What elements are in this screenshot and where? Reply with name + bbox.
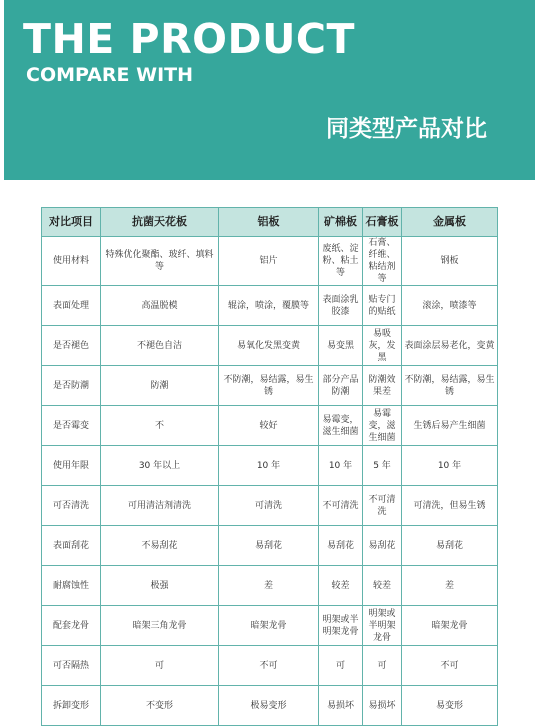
table-cell: 铝片	[219, 237, 319, 286]
table-cell: 表面涂层易老化，变黄	[402, 326, 498, 366]
table-row	[42, 366, 498, 406]
table-cell: 可用清洁剂清洗	[101, 486, 219, 526]
table-cell: 废纸、淀粉、粘土等	[319, 237, 363, 286]
column-header: 铝板	[219, 208, 319, 237]
table-cell: 较差	[319, 566, 363, 606]
column-header: 金属板	[402, 208, 498, 237]
table-cell: 不可	[219, 646, 319, 686]
table-cell: 贴专门的贴纸	[363, 286, 402, 326]
table-cell: 易刮花	[363, 526, 402, 566]
table-cell: 滚涂，喷漆等	[402, 286, 498, 326]
table-cell: 差	[402, 566, 498, 606]
table-row	[42, 446, 498, 486]
table-cell: 10 年	[319, 446, 363, 486]
table-cell: 易变黑	[319, 326, 363, 366]
table-cell: 易损坏	[363, 686, 402, 726]
table-cell: 防潮效果差	[363, 366, 402, 406]
row-label: 可否隔热	[42, 646, 101, 686]
table-row	[42, 606, 498, 646]
table-cell: 暗架龙骨	[219, 606, 319, 646]
header-banner	[4, 0, 535, 180]
table-cell: 不可清洗	[363, 486, 402, 526]
table-row	[42, 486, 498, 526]
table-cell: 易霉变，滋生细菌	[319, 406, 363, 446]
table-row	[42, 526, 498, 566]
table-cell: 生锈后易产生细菌	[402, 406, 498, 446]
row-label: 拆卸变形	[42, 686, 101, 726]
table-cell: 表面涂乳胶漆	[319, 286, 363, 326]
table-cell: 可清洗	[219, 486, 319, 526]
comparison-table	[41, 207, 498, 726]
table-cell: 不防潮，易结露，易生锈	[402, 366, 498, 406]
table-row	[42, 646, 498, 686]
row-label: 可否清洗	[42, 486, 101, 526]
table-row	[42, 686, 498, 726]
row-label: 表面刮花	[42, 526, 101, 566]
table-cell: 可	[363, 646, 402, 686]
table-cell: 易霉变，滋生细菌	[363, 406, 402, 446]
table-cell: 较差	[363, 566, 402, 606]
table-cell: 不防潮，易结露，易生锈	[219, 366, 319, 406]
page-subtitle: COMPARE WITH	[26, 64, 194, 86]
table-cell: 极强	[101, 566, 219, 606]
table-cell: 不变形	[101, 686, 219, 726]
row-label: 使用材料	[42, 237, 101, 286]
row-label: 使用年限	[42, 446, 101, 486]
column-header: 石膏板	[363, 208, 402, 237]
table-row	[42, 286, 498, 326]
table-cell: 特殊优化聚酯、玻纤、填料等	[101, 237, 219, 286]
table-cell: 石膏、纤维、粘结剂等	[363, 237, 402, 286]
table-cell: 极易变形	[219, 686, 319, 726]
table-cell: 部分产品防潮	[319, 366, 363, 406]
table-cell: 可清洗，但易生锈	[402, 486, 498, 526]
table-row	[42, 237, 498, 286]
table-cell: 可	[101, 646, 219, 686]
row-label: 配套龙骨	[42, 606, 101, 646]
table-cell: 不褪色自洁	[101, 326, 219, 366]
column-header: 抗菌天花板	[101, 208, 219, 237]
table-cell: 10 年	[219, 446, 319, 486]
table-row	[42, 566, 498, 606]
table-cell: 暗架龙骨	[402, 606, 498, 646]
table-cell: 易刮花	[402, 526, 498, 566]
row-label: 表面处理	[42, 286, 101, 326]
table-cell: 不	[101, 406, 219, 446]
table-header-row	[42, 208, 498, 237]
column-header: 对比项目	[42, 208, 101, 237]
table-row	[42, 326, 498, 366]
table-cell: 易损坏	[319, 686, 363, 726]
table-cell: 5 年	[363, 446, 402, 486]
table-cell: 30 年以上	[101, 446, 219, 486]
chinese-title: 同类型产品对比	[326, 116, 487, 142]
table-cell: 高温脱模	[101, 286, 219, 326]
row-label: 耐腐蚀性	[42, 566, 101, 606]
table-cell: 不可	[402, 646, 498, 686]
table-cell: 辊涂，喷涂，覆膜等	[219, 286, 319, 326]
table-cell: 10 年	[402, 446, 498, 486]
table-cell: 钢板	[402, 237, 498, 286]
table-cell: 差	[219, 566, 319, 606]
row-label: 是否褪色	[42, 326, 101, 366]
page-title: THE PRODUCT	[23, 15, 355, 63]
table-cell: 可	[319, 646, 363, 686]
table-cell: 易刮花	[219, 526, 319, 566]
column-header: 矿棉板	[319, 208, 363, 237]
table-cell: 易氧化发黑变黄	[219, 326, 319, 366]
table-cell: 易刮花	[319, 526, 363, 566]
row-label: 是否霉变	[42, 406, 101, 446]
table-cell: 防潮	[101, 366, 219, 406]
table-cell: 不可清洗	[319, 486, 363, 526]
table-cell: 明架或半明架龙骨	[319, 606, 363, 646]
table-cell: 易吸灰，发黑	[363, 326, 402, 366]
row-label: 是否防潮	[42, 366, 101, 406]
table-cell: 不易刮花	[101, 526, 219, 566]
table-cell: 明架或半明架龙骨	[363, 606, 402, 646]
table-cell: 暗架三角龙骨	[101, 606, 219, 646]
table-cell: 较好	[219, 406, 319, 446]
table-cell: 易变形	[402, 686, 498, 726]
table-row	[42, 406, 498, 446]
